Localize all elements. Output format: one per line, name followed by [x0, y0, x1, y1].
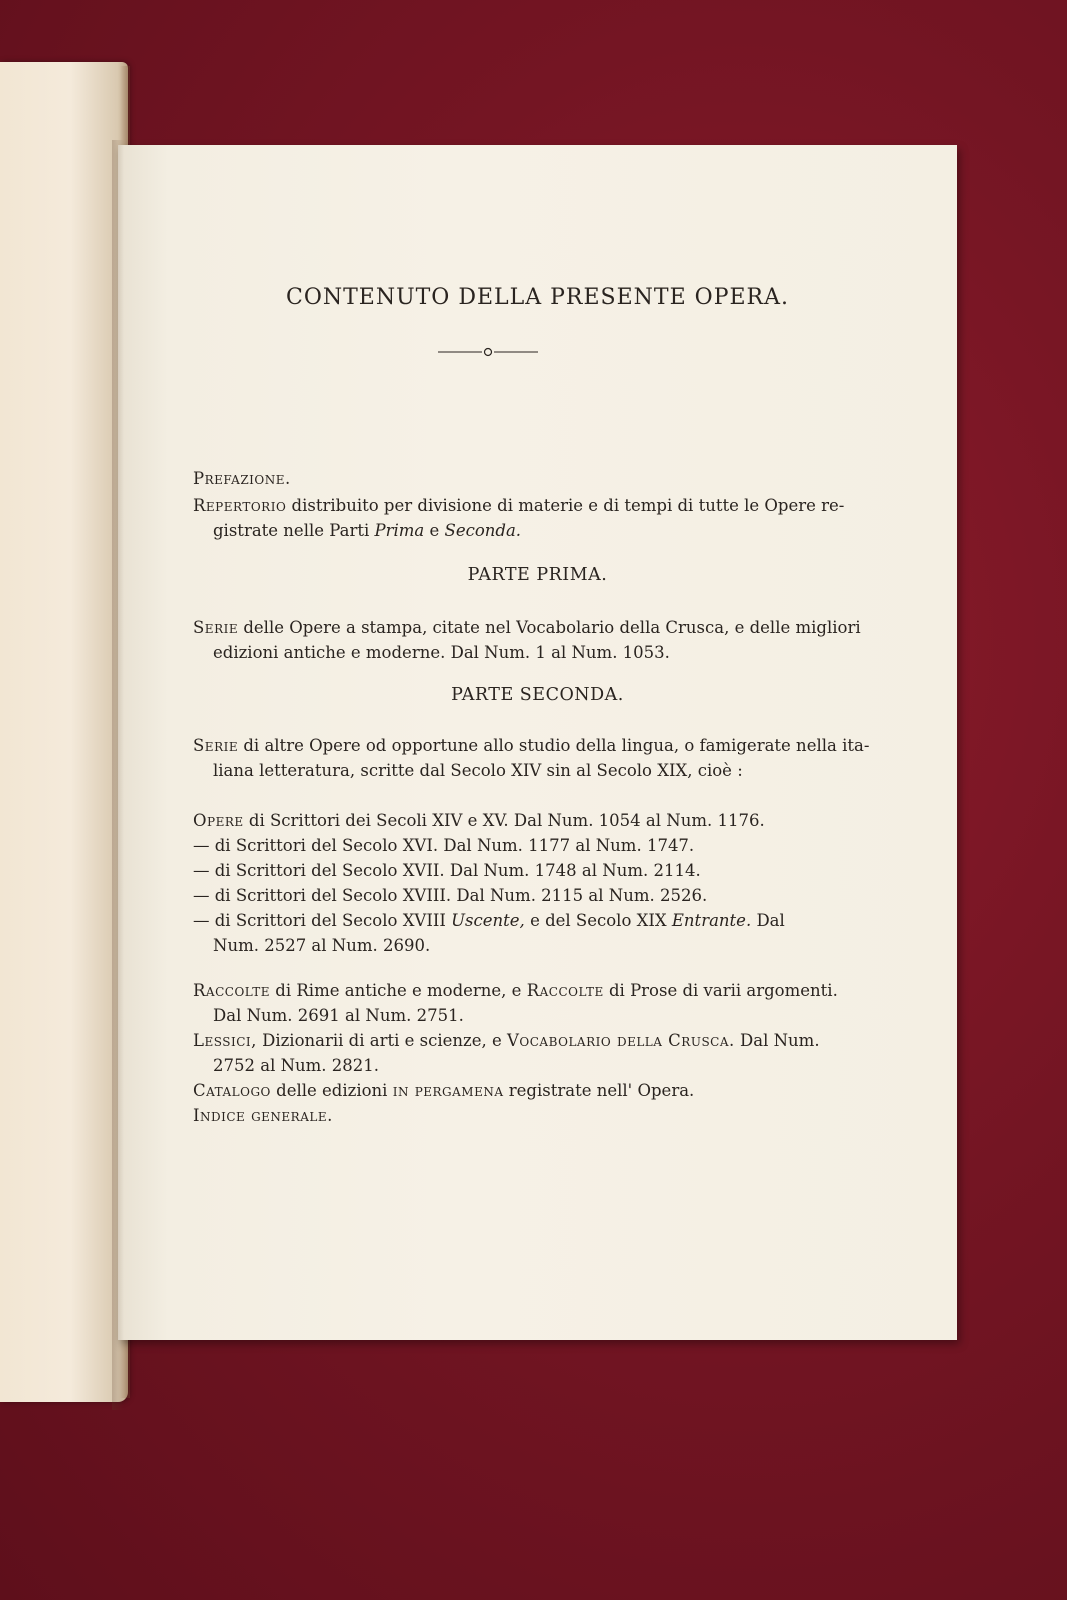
prefazione-entry: Prefazione. [193, 469, 291, 488]
catalogo-label-2: in pergamena [392, 1081, 504, 1100]
lessici-text-3: 2752 al Num. 2821. [213, 1056, 380, 1075]
page-content [118, 145, 957, 1340]
raccolte-label-1: Raccolte [193, 981, 271, 1000]
opere-line-5b: e del Secolo XIX [530, 911, 667, 930]
book-gutter [112, 140, 124, 1410]
lessici-text-2: Dal Num. [740, 1031, 820, 1050]
parte-prima-text-1: delle Opere a stampa, citate nel Vocabolario della Crusca, e delle migliori [243, 618, 861, 637]
opere-line-4: — di Scrittori del Secolo XVIII. Dal Num. 2115 al Num. 2526. [193, 886, 708, 905]
repertorio-label: Repertorio [193, 496, 287, 515]
lessici-text-1: Dizionarii di arti e scienze, e [262, 1031, 502, 1050]
opere-line-5 [193, 910, 785, 932]
parte-prima-text-2: edizioni antiche e moderne. Dal Num. 1 al Num. 1053. [213, 643, 670, 662]
raccolte-text-1: di Rime antiche e moderne, e [275, 981, 522, 1000]
catalogo-text-1: delle edizioni [276, 1081, 388, 1100]
parte-seconda-text-2: liana letteratura, scritte dal Secolo XIV sin al Secolo XIX, cioè : [213, 761, 743, 780]
catalogo-label: Catalogo [193, 1081, 271, 1100]
opere-line-3: — di Scrittori del Secolo XVII. Dal Num. 1748 al Num. 2114. [193, 861, 701, 880]
parte-seconda-label: Serie [193, 736, 239, 755]
opere-uscente: Uscente, [451, 911, 525, 930]
opere-line-2: — di Scrittori del Secolo XVI. Dal Num. 1177 al Num. 1747. [193, 836, 695, 855]
opere-label: Opere [193, 811, 244, 830]
repertorio-text-1: distribuito per divisione di materie e di tempi di tutte le Opere re- [291, 496, 845, 515]
parte-seconda-heading: PARTE SECONDA. [451, 685, 624, 705]
raccolte-text-2: di Prose di varii argomenti. [608, 981, 838, 1000]
opere-entry [193, 810, 765, 832]
lessici-entry [193, 1030, 820, 1052]
repertorio-e: e [429, 521, 440, 540]
opere-line-5c: Dal [756, 911, 785, 930]
ornament-divider-icon [438, 347, 538, 357]
repertorio-seconda: Seconda. [444, 521, 522, 540]
catalogo-entry [193, 1080, 694, 1102]
opere-line-1: di Scrittori dei Secoli XIV e XV. Dal Num. 1054 al Num. 1176. [248, 811, 765, 830]
parte-seconda-entry [193, 735, 869, 757]
catalogo-text-2: registrate nell' Opera. [508, 1081, 695, 1100]
lessici-label: Lessici, [193, 1031, 257, 1050]
repertorio-line-2 [213, 520, 521, 542]
lessici-label-2: Vocabolario della Crusca. [506, 1031, 735, 1050]
indice-entry: Indice generale. [193, 1106, 333, 1125]
raccolte-label-2: Raccolte [526, 981, 604, 1000]
raccolte-entry [193, 980, 838, 1002]
repertorio-prima: Prima [374, 521, 425, 540]
repertorio-entry [193, 495, 844, 517]
raccolte-text-3: Dal Num. 2691 al Num. 2751. [213, 1006, 464, 1025]
parte-seconda-text-1: di altre Opere od opportune allo studio della lingua, o famigerate nella ita- [243, 736, 870, 755]
left-page [0, 62, 128, 1402]
right-page [118, 145, 957, 1340]
opere-line-5a: — di Scrittori del Secolo XVIII [193, 911, 446, 930]
parte-prima-heading: PARTE PRIMA. [467, 565, 608, 585]
parte-prima-entry [193, 617, 861, 639]
page-title: CONTENUTO DELLA PRESENTE OPERA. [285, 285, 790, 310]
parte-prima-label: Serie [193, 618, 239, 637]
opere-entrante: Entrante. [671, 911, 752, 930]
repertorio-text-2: gistrate nelle Parti [213, 521, 370, 540]
opere-line-6: Num. 2527 al Num. 2690. [213, 936, 431, 955]
